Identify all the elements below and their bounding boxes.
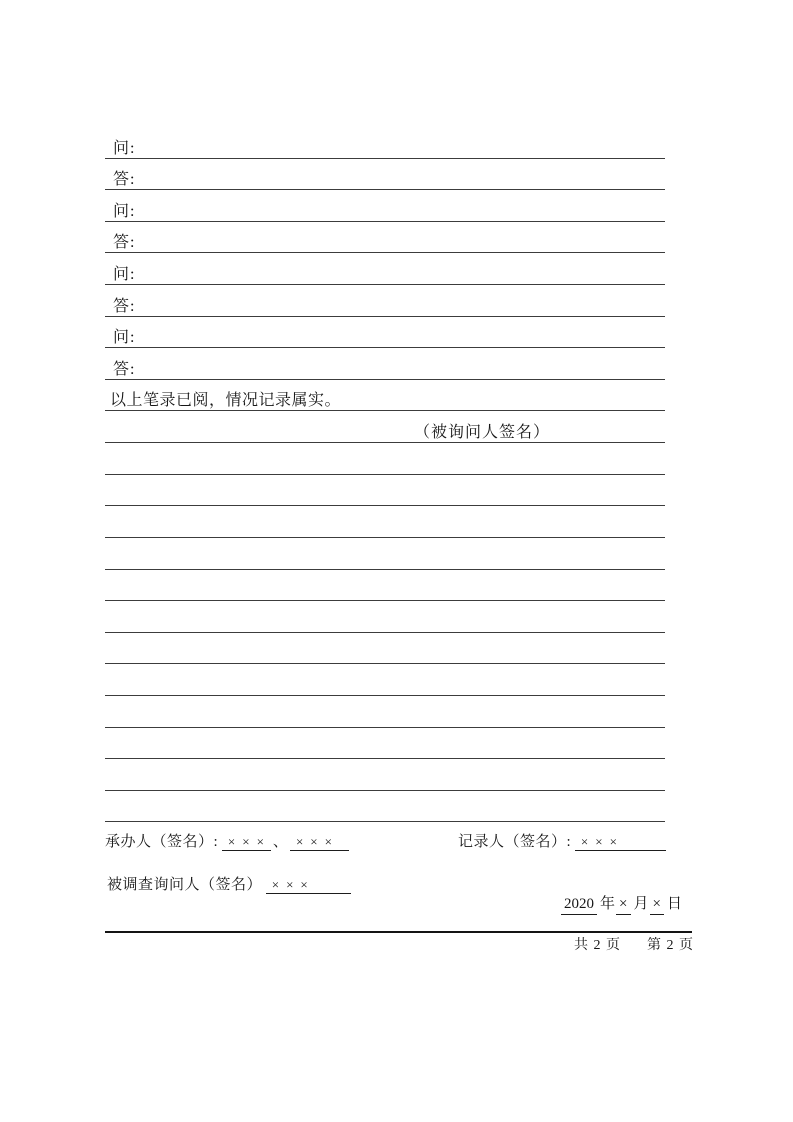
qa-label: 答: — [113, 234, 136, 252]
qa-row — [105, 190, 665, 222]
qa-row — [105, 222, 665, 254]
ruled-blank-line — [105, 601, 665, 633]
handler-separator: 、 — [272, 834, 288, 850]
footer-divider-line — [105, 931, 692, 933]
total-pages-label: 共 2 页 — [574, 938, 621, 953]
ruled-blank-line — [105, 475, 665, 507]
ruled-lines-block — [105, 127, 665, 822]
qa-row — [105, 159, 665, 191]
signature-note-row — [105, 411, 665, 443]
interviewee-signature-row — [107, 878, 351, 894]
qa-label: 问: — [113, 329, 136, 347]
ruled-blank-line — [105, 570, 665, 602]
statement-row — [105, 380, 665, 412]
qa-row — [105, 317, 665, 349]
date-month-label: 月 — [633, 896, 649, 912]
qa-label: 问: — [113, 266, 136, 284]
interviewee-label: 被调查询问人（签名） — [107, 877, 263, 893]
signature-note-text: （被询问人签名） — [414, 424, 551, 442]
ruled-blank-line — [105, 506, 665, 538]
interviewee-name: ××× — [266, 878, 351, 894]
handler-name-1: ××× — [222, 835, 271, 851]
qa-row — [105, 127, 665, 159]
ruled-blank-line — [105, 696, 665, 728]
handler-signature-row — [105, 835, 692, 855]
qa-row — [105, 348, 665, 380]
qa-label: 答: — [113, 171, 136, 189]
recorder-label: 记录人（签名）: — [458, 834, 572, 850]
current-page-label: 第 2 页 — [647, 938, 694, 953]
date-day-label: 日 — [666, 896, 682, 912]
date-year: 2020 — [561, 897, 597, 915]
date-line — [561, 897, 683, 915]
qa-label: 问: — [113, 139, 136, 157]
qa-label: 问: — [113, 202, 136, 220]
date-day: × — [650, 897, 664, 915]
qa-row — [105, 253, 665, 285]
handler-label: 承办人（签名）: — [105, 834, 219, 850]
page-number-footer — [574, 939, 694, 953]
ruled-blank-line — [105, 791, 665, 823]
handler-name-2: ××× — [290, 835, 349, 851]
ruled-blank-line — [105, 443, 665, 475]
ruled-blank-line — [105, 728, 665, 760]
ruled-blank-line — [105, 633, 665, 665]
recorder-name: ××× — [575, 835, 666, 851]
date-year-label: 年 — [600, 896, 616, 912]
ruled-blank-line — [105, 538, 665, 570]
date-month: × — [616, 897, 630, 915]
qa-label: 答: — [113, 297, 136, 315]
statement-text: 以上笔录已阅，情况记录属实。 — [110, 392, 342, 410]
ruled-blank-line — [105, 759, 665, 791]
ruled-blank-line — [105, 664, 665, 696]
recorder-signature-group — [458, 835, 666, 851]
qa-label: 答: — [113, 360, 136, 378]
qa-row — [105, 285, 665, 317]
